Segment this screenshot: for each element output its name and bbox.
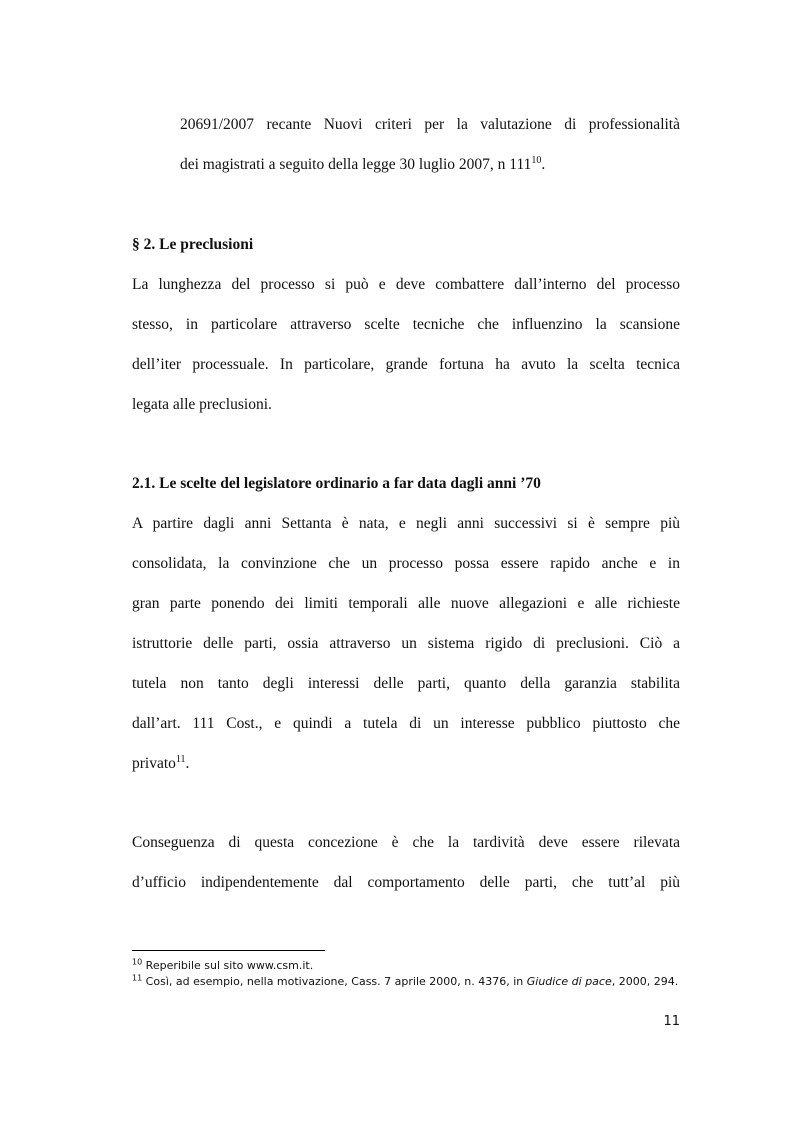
- footnote-separator: [132, 950, 325, 951]
- section-2-1-line-7: [132, 752, 680, 776]
- section-2-1-line-4: istruttorie delle parti, ossia attraverso un sistema rigido di preclusioni. Ciò a: [132, 635, 680, 652]
- section-2-1-line-3: gran parte ponendo dei limiti temporali alle nuove allegazioni e alle richieste: [132, 595, 680, 612]
- section-2-line-4: legata alle preclusioni.: [132, 396, 272, 413]
- footnote-ref-10[interactable]: 10: [531, 154, 542, 166]
- paragraph-3-line-2: d’ufficio indipendentemente dal comportamento delle parti, che tutt’al più: [132, 874, 680, 891]
- footnote-11-text-before: Così, ad esempio, nella motivazione, Cass. 7 aprile 2000, n. 4376, in: [142, 975, 527, 988]
- section-2-line-1: La lunghezza del processo si può e deve combattere dall’interno del processo: [132, 276, 680, 293]
- section-2-1-line-2: consolidata, la convinzione che un processo possa essere rapido anche e in: [132, 555, 680, 572]
- section-2-1-line-7-text: privato: [132, 755, 176, 772]
- footnote-10: [132, 958, 692, 974]
- paragraph-3-line-1: Conseguenza di questa concezione è che la tardività deve essere rilevata: [132, 834, 680, 851]
- continuation-line-1: 20691/2007 recante Nuovi criteri per la valutazione di professionalità: [180, 116, 680, 133]
- footnote-11: [132, 974, 692, 990]
- section-2-heading: § 2. Le preclusioni: [132, 236, 254, 253]
- section-2-1-line-6: dall’art. 111 Cost., e quindi a tutela di un interesse pubblico piuttosto che: [132, 715, 680, 732]
- section-2-1-line-7-end: .: [185, 755, 190, 772]
- page-number: 11: [663, 1014, 680, 1029]
- section-2-line-2: stesso, in particolare attraverso scelte tecniche che influenzino la scansione: [132, 316, 680, 333]
- continuation-line-2: [180, 153, 680, 177]
- continuation-line-2-text: dei magistrati a seguito della legge 30 luglio 2007, n 111: [180, 156, 532, 173]
- footnote-ref-11[interactable]: 11: [175, 753, 186, 765]
- footnote-10-text: Reperibile sul sito www.csm.it.: [142, 959, 314, 972]
- footnote-11-text-after: , 2000, 294.: [611, 975, 679, 988]
- footnote-11-italic: Giudice di pace: [526, 975, 612, 988]
- footnote-11-number: 11: [132, 973, 143, 983]
- section-2-1-heading: 2.1. Le scelte del legislatore ordinario a far data dagli anni ’70: [132, 475, 541, 492]
- footnote-10-number: 10: [132, 957, 143, 967]
- section-2-1-line-1: A partire dagli anni Settanta è nata, e negli anni successivi si è sempre più: [132, 515, 680, 532]
- section-2-line-3: dell’iter processuale. In particolare, grande fortuna ha avuto la scelta tecnica: [132, 356, 680, 373]
- section-2-1-line-5: tutela non tanto degli interessi delle parti, quanto della garanzia stabilita: [132, 675, 680, 692]
- continuation-line-2-end: .: [541, 156, 546, 173]
